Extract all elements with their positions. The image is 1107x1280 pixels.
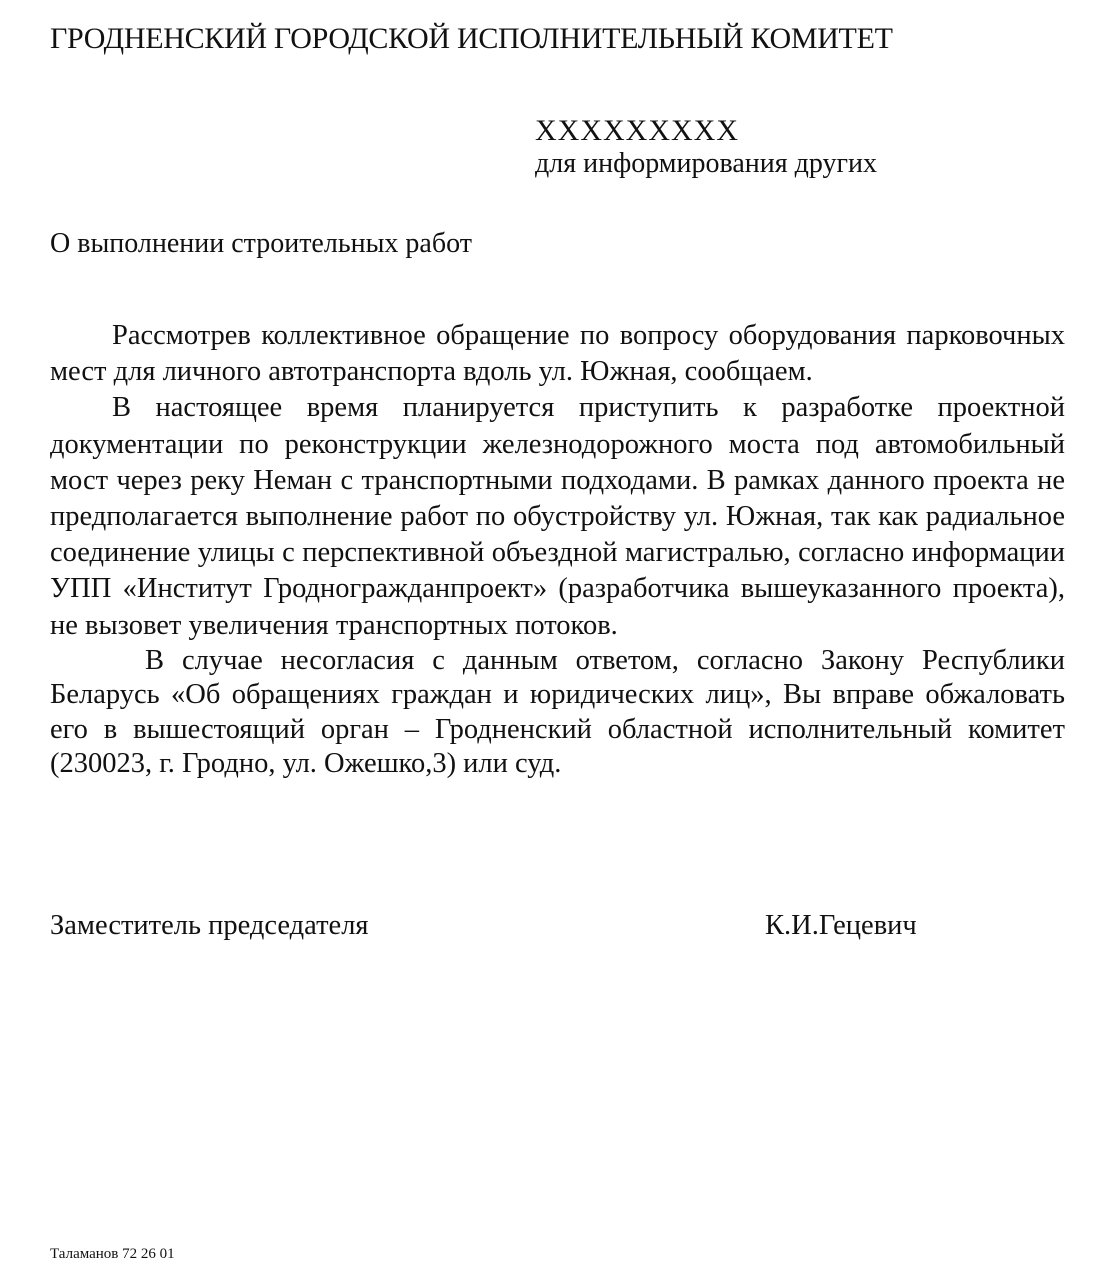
body-paragraph-1: Рассмотрев коллективное обращение по вопросу оборудования парковочных мест для личного автотранспорта вдоль ул. Южная, сообщаем. xyxy=(50,320,1065,388)
organization-header: ГРОДНЕНСКИЙ ГОРОДСКОЙ ИСПОЛНИТЕЛЬНЫЙ КОМИТЕТ xyxy=(50,22,893,55)
body-paragraph-3: В случае несогласия с данным ответом, согласно Закону Республики Беларусь «Об обращениях граждан и юридических лиц», Вы вправе обжаловать его в вышестоящий орган – Гродненский областной исполнительный комитет (230023, г. Гродно, ул. Ожешко,3) или суд. xyxy=(50,644,1065,780)
signature-position: Заместитель председателя xyxy=(50,910,369,941)
recipient-name: XXXXXXXXX xyxy=(535,114,739,147)
letter-body xyxy=(50,318,1065,782)
letter-subject: О выполнении строительных работ xyxy=(50,228,472,259)
footer-contact: Таламанов 72 26 01 xyxy=(50,1246,175,1262)
recipient-note: для информирования других xyxy=(535,148,877,179)
signature-name: К.И.Гецевич xyxy=(765,910,917,941)
recipient-block xyxy=(535,114,877,180)
body-paragraph-2: В настоящее время планируется приступить к разработке проектной документации по реконструкции железнодорожного моста под автомобильный мост через реку Неман с транспортными подходами. В рамках данного проекта не предполагается выполнение работ по обустройству ул. Южная, так как радиальное соединение улицы с перспективной объездной магистралью, согласно информации УПП «Институт Гродногражданпроект» (разработчика вышеуказанного проекта), не вызовет увеличения транспортных потоков. xyxy=(50,392,1065,641)
